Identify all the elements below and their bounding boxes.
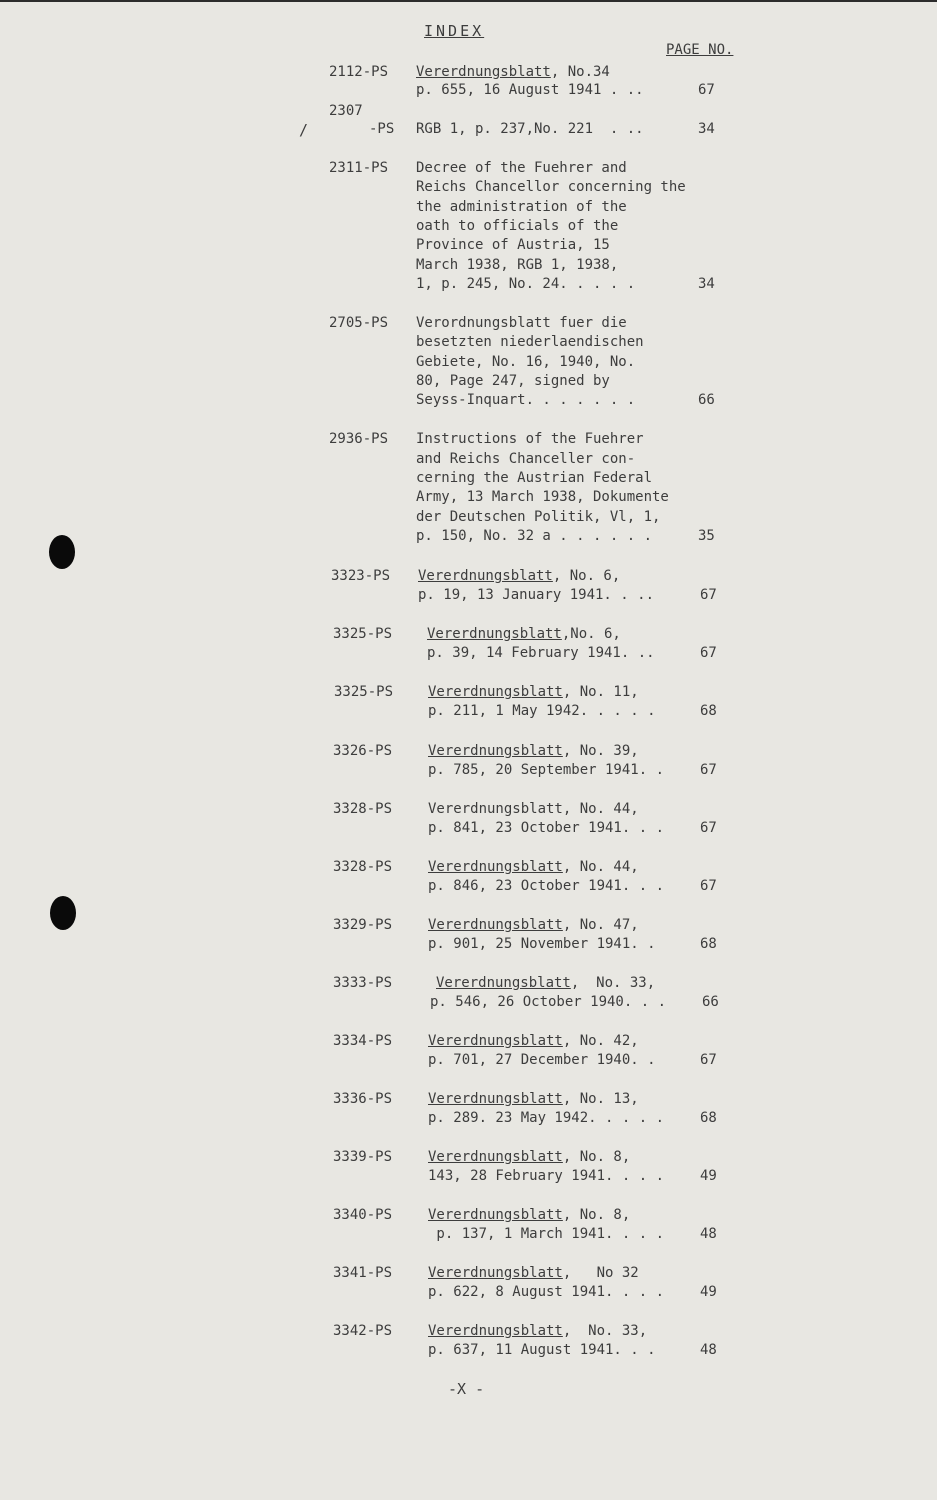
entry-page-number: 48 [700, 1342, 717, 1358]
entry-line [428, 917, 639, 933]
entry-title: Vererdnungsblatt [428, 1207, 563, 1223]
entry-code: 3340-PS [333, 1207, 393, 1223]
page-top-edge [0, 0, 937, 2]
entry-line [416, 64, 610, 80]
entry-page-number: 35 [698, 528, 715, 544]
entry-title-rest: , No. 8, [562, 1207, 631, 1223]
entry-title-rest: , No. 33, [570, 975, 656, 991]
entry-title-rest: , No. 11, [562, 684, 639, 700]
entry-title-rest: , No. 44, [562, 801, 639, 817]
entry-line: p. 19, 13 January 1941. . .. [418, 587, 655, 603]
entry-line: Province of Austria, 15 [416, 237, 610, 253]
entry-code: 3333-PS [333, 975, 393, 991]
entry-page-number: 68 [700, 936, 717, 952]
entry-page-number: 48 [700, 1226, 717, 1242]
entry-line: p. 137, 1 March 1941. . . . [428, 1226, 665, 1242]
entry-line: p. 901, 25 November 1941. . [428, 936, 656, 952]
entry-code: 3328-PS [333, 801, 393, 817]
entry-title: Vererdnungsblatt [428, 743, 563, 759]
entry-line [428, 1323, 647, 1339]
entry-code: 3325-PS [333, 626, 393, 642]
entry-title: Vererdnungsblatt [428, 1323, 563, 1339]
entry-line: Reichs Chancellor concerning the [416, 179, 686, 195]
entry-line: oath to officials of the [416, 218, 619, 234]
entry-line [436, 975, 655, 991]
entry-line: p. 39, 14 February 1941. .. [427, 645, 655, 661]
entry-title: Vererdnungsblatt [428, 1033, 563, 1049]
page-no-label: PAGE NO. [666, 42, 734, 58]
entry-page-number: 67 [700, 762, 717, 778]
entry-line: p. 841, 23 October 1941. . . [428, 820, 665, 836]
entry-code: 3325-PS [334, 684, 394, 700]
entry-line: p. 211, 1 May 1942. . . . . [428, 703, 656, 719]
entry-title: Vererdnungsblatt [436, 975, 571, 991]
entry-title-rest: , No. 47, [562, 917, 639, 933]
entry-title: Vererdnungsblatt [428, 684, 563, 700]
entry-page-number: 34 [698, 276, 715, 292]
entry-title: Vererdnungsblatt [428, 1149, 563, 1165]
entry-code: 3334-PS [333, 1033, 393, 1049]
entry-page-number: 66 [698, 392, 715, 408]
entry-line: Decree of the Fuehrer and [416, 160, 627, 176]
page-footer-number: -X - [448, 1380, 485, 1398]
entry-line: Gebiete, No. 16, 1940, No. [416, 354, 636, 370]
entry-line: the administration of the [416, 199, 627, 215]
punch-hole-lower [50, 896, 76, 930]
entry-code: 3328-PS [333, 859, 393, 875]
entry-title: Vererdnungsblatt [418, 568, 553, 584]
entry-line: Instructions of the Fuehrer [416, 431, 644, 447]
entry-title-rest: , No. 42, [562, 1033, 639, 1049]
entry-line: p. 622, 8 August 1941. . . . [428, 1284, 665, 1300]
entry-code: 2936-PS [329, 431, 389, 447]
entry-line [418, 568, 620, 584]
entry-line: cerning the Austrian Federal [416, 470, 653, 486]
entry-line: p. 846, 23 October 1941. . . [428, 878, 665, 894]
entry-line: March 1938, RGB 1, 1938, [416, 257, 619, 273]
entry-title: Vererdnungsblatt [428, 1091, 563, 1107]
entry-line [428, 684, 639, 700]
entry-line [428, 859, 639, 875]
entry-title-rest: , No. 6, [552, 568, 621, 584]
entry-line: Verordnungsblatt fuer die [416, 315, 627, 331]
entry-code: 2307 [329, 103, 363, 119]
punch-hole-upper [49, 535, 75, 569]
entry-line [428, 743, 639, 759]
entry-line: 80, Page 247, signed by [416, 373, 610, 389]
entry-code: 2311-PS [329, 160, 389, 176]
entry-title-rest: , No. 8, [562, 1149, 631, 1165]
entry-code: 3336-PS [333, 1091, 393, 1107]
entry-title-rest: , No. 33, [562, 1323, 648, 1339]
entry-code: 3339-PS [333, 1149, 393, 1165]
entry-page-number: 67 [700, 1052, 717, 1068]
entry-code: 3323-PS [331, 568, 391, 584]
entry-line: RGB 1, p. 237,No. 221 . .. [416, 121, 644, 137]
entry-page-number: 49 [700, 1168, 717, 1184]
entry-line [428, 1091, 639, 1107]
entry-code: 2112-PS [329, 64, 389, 80]
entry-page-number: 67 [700, 878, 717, 894]
entry-title-rest: , No. 44, [562, 859, 639, 875]
entry-title-rest: ,No. 6, [561, 626, 621, 642]
entry-title-rest: , No. 13, [562, 1091, 639, 1107]
entry-line: p. 701, 27 December 1940. . [428, 1052, 656, 1068]
entry-page-number: 68 [700, 1110, 717, 1126]
entry-page-number: 49 [700, 1284, 717, 1300]
entry-line: p. 637, 11 August 1941. . . [428, 1342, 656, 1358]
entry-code-suffix: -PS [369, 121, 395, 137]
entry-line: p. 546, 26 October 1940. . . [430, 994, 667, 1010]
entry-line [428, 801, 639, 817]
entry-line [427, 626, 621, 642]
entry-line [428, 1149, 630, 1165]
entry-line: Seyss-Inquart. . . . . . . [416, 392, 636, 408]
entry-line: besetzten niederlaendischen [416, 334, 644, 350]
entry-title: Vererdnungsblatt [428, 859, 563, 875]
entry-line [428, 1207, 630, 1223]
entry-line: der Deutschen Politik, Vl, 1, [416, 509, 661, 525]
entry-line [428, 1033, 639, 1049]
entry-code: 3326-PS [333, 743, 393, 759]
entry-line: p. 655, 16 August 1941 . .. [416, 82, 644, 98]
entry-title: Vererdnungsblatt [428, 917, 563, 933]
entry-line: and Reichs Chanceller con- [416, 451, 636, 467]
entry-code: 3342-PS [333, 1323, 393, 1339]
entry-page-number: 67 [698, 82, 715, 98]
entry-title: Vererdnungsblatt [428, 801, 563, 817]
entry-title-rest: , No. 39, [562, 743, 639, 759]
entry-page-number: 66 [702, 994, 719, 1010]
entry-line: p. 785, 20 September 1941. . [428, 762, 665, 778]
entry-line: Army, 13 March 1938, Dokumente [416, 489, 669, 505]
entry-page-number: 34 [698, 121, 715, 137]
entry-title-rest: , No 32 [562, 1265, 639, 1281]
entry-page-number: 67 [700, 645, 717, 661]
entry-line: p. 150, No. 32 a . . . . . . [416, 528, 653, 544]
entry-page-number: 67 [700, 820, 717, 836]
entry-code: 2705-PS [329, 315, 389, 331]
entry-title: Vererdnungsblatt [428, 1265, 563, 1281]
index-heading: INDEX [424, 22, 485, 40]
slash-mark: / [299, 121, 309, 139]
entry-title: Vererdnungsblatt [416, 64, 551, 80]
entry-line: 1, p. 245, No. 24. . . . . [416, 276, 636, 292]
entry-page-number: 68 [700, 703, 717, 719]
entry-line: p. 289. 23 May 1942. . . . . [428, 1110, 665, 1126]
entry-title: Vererdnungsblatt [427, 626, 562, 642]
entry-line: 143, 28 February 1941. . . . [428, 1168, 665, 1184]
entry-page-number: 67 [700, 587, 717, 603]
entry-code: 3329-PS [333, 917, 393, 933]
entry-title-rest: , No.34 [550, 64, 610, 80]
entry-line [428, 1265, 639, 1281]
entry-code: 3341-PS [333, 1265, 393, 1281]
